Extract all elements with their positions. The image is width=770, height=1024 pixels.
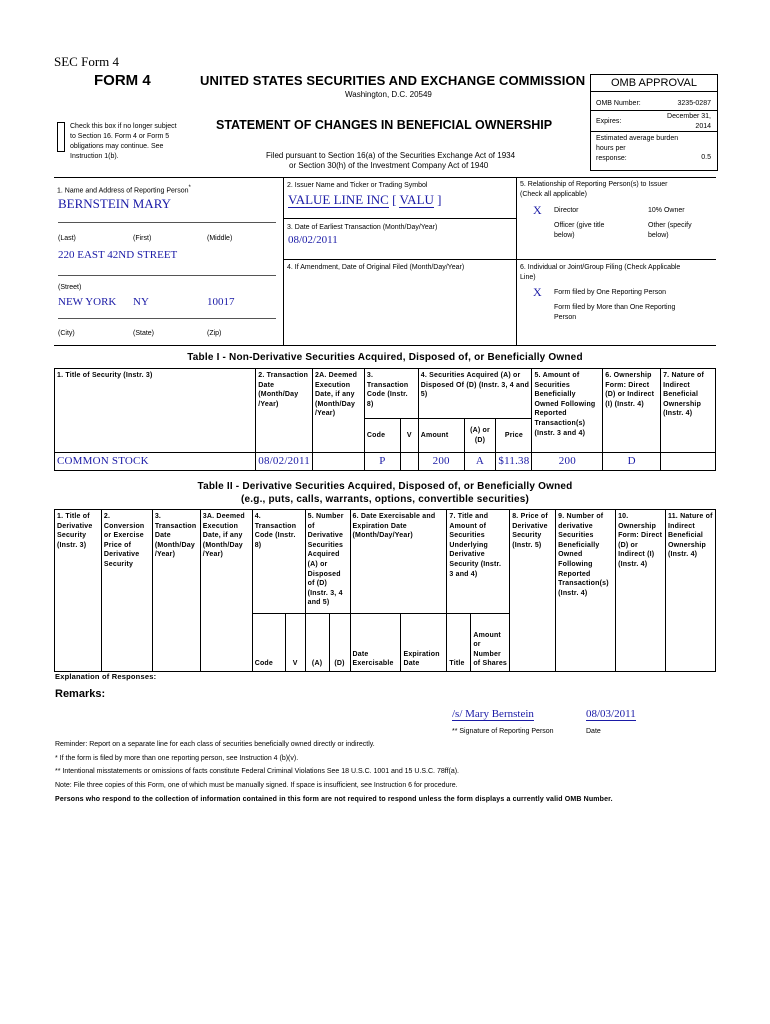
filed-pursuant-line-1: Filed pursuant to Section 16(a) of the Securities Exchange Act of 1934 (266, 151, 516, 160)
note-1: * If the form is filed by more than one reporting person, see Instruction 4 (b)(v). (55, 755, 299, 762)
t1-h-code: 3. Transaction Code (Instr. 8) (364, 369, 418, 419)
t1-h-title: 1. Title of Security (Instr. 3) (55, 369, 256, 453)
remarks-label: Remarks: (55, 688, 106, 700)
t2-h-underlying: 7. Title and Amount of Securities Underlying Derivative Security (Instr. 3 and 4) (447, 510, 510, 614)
box5-label: 5. Relationship of Reporting Person(s) to Issuer (Check all applicable) (520, 181, 668, 198)
omb-expires-label: Expires: (596, 118, 622, 125)
t2-sub-date-exercisable: Date Exercisable (350, 614, 401, 672)
other-label: Other (specify below) (648, 222, 692, 239)
officer-label: Officer (give title below) (554, 222, 605, 239)
signature-date: 08/03/2011 (586, 708, 636, 720)
omb-notice: Persons who respond to the collection of information contained in this form are not required to respond unless the form displays a currently valid OMB Number. (55, 796, 613, 803)
statement-title: STATEMENT OF CHANGES IN BENEFICIAL OWNERSHIP (216, 118, 553, 132)
last-label: (Last) (58, 235, 76, 242)
note-2: ** Intentional misstatements or omissions of facts constitute Federal Criminal Violations See 18 U.S.C. 1001 and 15 U.S.C. 78ff(a). (55, 768, 459, 775)
t2-h-number: 5. Number of Derivative Securities Acquired (A) or Disposed of (D) (Instr. 3, 4 and 5) (305, 510, 350, 614)
reporting-person-name: BERNSTEIN MARY (58, 196, 172, 211)
t1-h-deemed: 2A. Deemed Execution Date, if any (Month/Day /Year) (312, 369, 364, 453)
zip-value: 10017 (207, 296, 235, 308)
t1-price-value: $11.38 (496, 453, 532, 471)
box3-label: 3. Date of Earliest Transaction (Month/Day/Year) (287, 224, 438, 231)
zip-label: (Zip) (207, 330, 222, 337)
omb-approval-box (590, 74, 718, 171)
t2-h-deemed: 3A. Deemed Execution Date, if any (Month/Day /Year) (200, 510, 252, 672)
t2-h-form: 10. Ownership Form: Direct (D) or Indirect (I) (Instr. 4) (616, 510, 666, 672)
t1-v-value (400, 453, 418, 471)
ten-percent-owner-label: 10% Owner (648, 207, 685, 214)
t2-sub-v: V (285, 614, 305, 672)
t1-h-nature: 7. Nature of Indirect Beneficial Ownership (Instr. 4) (661, 369, 716, 453)
t1-sub-code: Code (364, 419, 400, 453)
no-longer-subject-checkbox[interactable] (57, 122, 65, 152)
t2-h-number-owned: 9. Number of derivative Securities Beneficially Owned Following Reported Transaction(s) (Instr. 4) (556, 510, 616, 672)
table2 (54, 509, 716, 672)
t1-sub-v: V (400, 419, 418, 453)
omb-title: OMB APPROVAL (591, 75, 717, 92)
signature-name: /s/ Mary Bernstein (452, 708, 534, 720)
note-3: Note: File three copies of this Form, one of which must be manually signed. If space is insufficient, see Instruction 6 for procedure. (55, 782, 458, 789)
t2-sub-title: Title (447, 614, 471, 672)
t1-nature-value (661, 453, 716, 471)
earliest-transaction-date: 08/02/2011 (288, 234, 338, 246)
box2-label: 2. Issuer Name and Ticker or Trading Symbol (287, 182, 428, 189)
form-title: FORM 4 (94, 72, 151, 89)
omb-burden-label: Estimated average burden hours per response: (596, 135, 679, 162)
t1-title-value: COMMON STOCK (55, 453, 256, 471)
state-label: (State) (133, 330, 155, 337)
omb-number-value: 3235-0287 (677, 100, 711, 107)
t2-h-exercisable: 6. Date Exercisable and Expiration Date (Month/Day/Year) (350, 510, 447, 614)
t1-owned-value: 200 (532, 453, 603, 471)
one-person-mark: X (533, 285, 542, 299)
omb-expires-value: December 31, 2014 (667, 113, 711, 130)
table-row (55, 453, 716, 471)
omb-burden-value: 0.5 (701, 154, 711, 161)
t2-sub-d: (D) (329, 614, 350, 672)
director-label: Director (554, 207, 579, 214)
t1-sub-amount: Amount (418, 419, 464, 453)
t1-aord-value: A (464, 453, 496, 471)
t1-h-securities: 4. Securities Acquired (A) or Disposed Of (D) (Instr. 3, 4 and 5) (418, 369, 532, 419)
t1-code-value: P (364, 453, 400, 471)
t2-h-date: 3. Transaction Date (Month/Day /Year) (152, 510, 200, 672)
street-label: (Street) (58, 284, 82, 291)
commission-location: Washington, D.C. 20549 (345, 90, 432, 99)
t2-sub-expiration: Expiration Date (401, 614, 447, 672)
director-mark: X (533, 203, 542, 217)
t2-sub-code: Code (252, 614, 285, 672)
box6-label: 6. Individual or Joint/Group Filing (Check Applicable Line) (520, 264, 681, 281)
city-value: NEW YORK (58, 296, 117, 308)
signature-label: ** Signature of Reporting Person (452, 728, 554, 735)
filed-pursuant-line-2: or Section 30(h) of the Investment Company Act of 1940 (289, 161, 489, 170)
t2-sub-amount: Amount or Number of Shares (471, 614, 510, 672)
issuer-name: VALUE LINE INC [ VALU ] (288, 192, 442, 207)
t1-h-owned: 5. Amount of Securities Beneficially Owned Following Reported Transaction(s) (Instr. 3 and 4) (532, 369, 603, 453)
box1-label: 1. Name and Address of Reporting Person* (57, 185, 191, 195)
t2-h-nature: 11. Nature of Indirect Beneficial Ownership (Instr. 4) (665, 510, 715, 672)
t2-h-conversion: 2. Conversion or Exercise Price of Derivative Security (101, 510, 152, 672)
t1-h-form: 6. Ownership Form: Direct (D) or Indirect (I) (Instr. 4) (603, 369, 661, 453)
table1 (54, 368, 716, 471)
t1-sub-aord: (A) or (D) (464, 419, 496, 453)
table1-title: Table I - Non-Derivative Securities Acquired, Disposed of, or Beneficially Owned (187, 352, 583, 363)
t2-h-code: 4. Transaction Code (Instr. 8) (252, 510, 305, 614)
first-label: (First) (133, 235, 152, 242)
t1-h-date: 2. Transaction Date (Month/Day /Year) (256, 369, 313, 453)
explanation-label: Explanation of Responses: (55, 672, 157, 681)
t2-sub-a: (A) (305, 614, 329, 672)
page-header: SEC Form 4 (54, 54, 120, 69)
more-persons-label: Form filed by More than One Reporting Person (554, 304, 676, 321)
state-value: NY (133, 296, 149, 308)
street-value: 220 EAST 42ND STREET (58, 249, 178, 261)
city-label: (City) (58, 330, 75, 337)
t1-form-value: D (603, 453, 661, 471)
omb-number-label: OMB Number: (596, 100, 641, 107)
t1-sub-price: Price (496, 419, 532, 453)
middle-label: (Middle) (207, 235, 233, 242)
date-label: Date (586, 728, 601, 735)
table2-title: Table II - Derivative Securities Acquired, Disposed of, or Beneficially Owned (e.g., puts, calls, warrants, options, convertible securities) (197, 481, 573, 505)
t2-h-price: 8. Price of Derivative Security (Instr. 5) (510, 510, 556, 672)
checkbox-text: Check this box if no longer subject to Section 16. Form 4 or Form 5 obligations may continue. See Instruction 1(b). (70, 123, 177, 160)
one-person-label: Form filed by One Reporting Person (554, 289, 667, 296)
reminder-note: Reminder: Report on a separate line for each class of securities beneficially owned directly or indirectly. (55, 741, 375, 748)
t1-amount-value: 200 (418, 453, 464, 471)
box4-label: 4. If Amendment, Date of Original Filed (Month/Day/Year) (287, 264, 465, 271)
t2-h-title: 1. Title of Derivative Security (Instr. 3) (55, 510, 102, 672)
commission-title: UNITED STATES SECURITIES AND EXCHANGE COMMISSION (200, 73, 586, 88)
t1-deemed-value (312, 453, 364, 471)
t1-date-value: 08/02/2011 (256, 453, 313, 471)
